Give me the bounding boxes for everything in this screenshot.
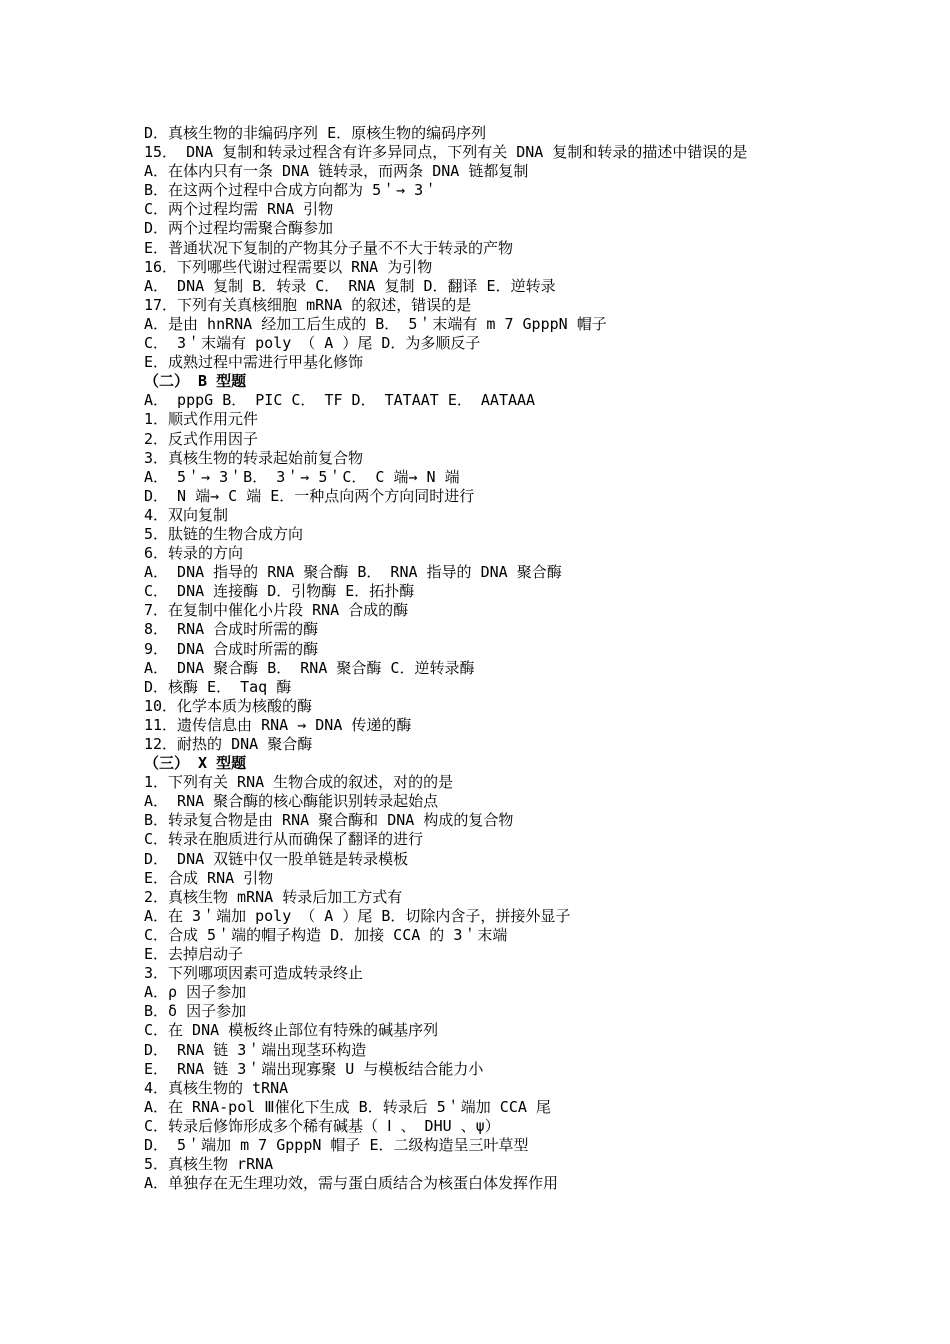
text-line: 15． DNA 复制和转录过程含有许多异同点，下列有关 DNA 复制和转录的描述中错误的是 — [144, 143, 748, 162]
text-line: C．在 DNA 模板终止部位有特殊的碱基序列 — [144, 1021, 439, 1040]
text-line: E．普通状况下复制的产物其分子量不不大于转录的产物 — [144, 238, 514, 257]
text-line: E．成熟过程中需进行甲基化修饰 — [144, 353, 364, 372]
text-line: A．在 3＇端加 poly （ A ）尾 B．切除内含子，拼接外显子 — [144, 906, 571, 925]
text-line: C．两个过程均需 RNA 引物 — [144, 200, 334, 219]
text-line: 12．耐热的 DNA 聚合酶 — [144, 735, 313, 753]
text-line: E．去掉启动子 — [144, 945, 244, 964]
text-line: D．两个过程均需聚合酶参加 — [144, 219, 334, 238]
text-line: D． 5＇端加 m 7 GpppN 帽子 E．二级构造呈三叶草型 — [144, 1135, 529, 1154]
text-line: 5．肽链的生物合成方向 — [144, 524, 304, 543]
text-line: A．是由 hnRNA 经加工后生成的 B． 5＇末端有 m 7 GpppN 帽子 — [144, 314, 607, 333]
text-line: A． 5＇→ 3＇B． 3＇→ 5＇C． C 端→ N 端 — [144, 467, 460, 486]
text-line: B．在这两个过程中合成方向都为 5＇→ 3＇ — [144, 181, 439, 200]
text-line: B．δ 因子参加 — [144, 1002, 247, 1021]
text-line: 16．下列哪些代谢过程需要以 RNA 为引物 — [144, 257, 433, 276]
text-line: D． N 端→ C 端 E．一种点向两个方向同时进行 — [144, 486, 475, 505]
document-page — [144, 124, 814, 1193]
text-line: D．真核生物的非编码序列 E．原核生物的编码序列 — [144, 124, 487, 142]
text-line: C． 3＇末端有 poly （ A ）尾 D．为多顺反子 — [144, 334, 481, 353]
text-line: A． DNA 聚合酶 B． RNA 聚合酶 C．逆转录酶 — [144, 658, 475, 677]
text-line: 1．顺式作用元件 — [144, 410, 259, 429]
text-line: 5．真核生物 rRNA — [144, 1155, 274, 1174]
text-line: C．合成 5＇端的帽子构造 D．加接 CCA 的 3＇末端 — [144, 925, 508, 944]
text-line: A．在 RNA-pol Ⅲ催化下生成 B．转录后 5＇端加 CCA 尾 — [144, 1097, 551, 1116]
text-line: A． RNA 聚合酶的核心酶能识别转录起始点 — [144, 792, 439, 811]
text-line: 3．真核生物的转录起始前复合物 — [144, 448, 364, 467]
text-line: D． RNA 链 3＇端出现茎环构造 — [144, 1040, 367, 1059]
text-line: C．转录在胞质进行从而确保了翻译的进行 — [144, 830, 424, 849]
text-line: C．转录后修饰形成多个稀有碱基（ Ⅰ 、 DHU 、ψ） — [144, 1116, 500, 1135]
text-line: D． DNA 双链中仅一股单链是转录模板 — [144, 849, 409, 868]
section-heading: （三） X 型题 — [144, 754, 247, 773]
text-line: A． pppG B． PIC C． TF D． TATAAT E． AATAAA — [144, 391, 536, 410]
text-line: 9． DNA 合成时所需的酶 — [144, 639, 319, 658]
text-line: B．转录复合物是由 RNA 聚合酶和 DNA 构成的复合物 — [144, 811, 514, 830]
text-line: A．单独存在无生理功效，需与蛋白质结合为核蛋白体发挥作用 — [144, 1174, 559, 1193]
text-line: A．在体内只有一条 DNA 链转录，而两条 DNA 链都复制 — [144, 162, 529, 181]
text-line: A．ρ 因子参加 — [144, 983, 247, 1002]
text-line: 17．下列有关真核细胞 mRNA 的叙述，错误的是 — [144, 295, 472, 314]
text-line: 8． RNA 合成时所需的酶 — [144, 620, 319, 639]
section-heading: （二） B 型题 — [144, 372, 247, 391]
text-line: 10．化学本质为核酸的酶 — [144, 696, 313, 715]
text-line: E． RNA 链 3＇端出现寡聚 U 与模板结合能力小 — [144, 1059, 484, 1078]
text-line: 7．在复制中催化小片段 RNA 合成的酶 — [144, 601, 409, 620]
text-line: D．核酶 E． Taq 酶 — [144, 677, 292, 696]
text-line: 4．双向复制 — [144, 505, 229, 524]
text-line: 1．下列有关 RNA 生物合成的叙述，对的的是 — [144, 773, 454, 792]
text-line: A． DNA 指导的 RNA 聚合酶 B． RNA 指导的 DNA 聚合酶 — [144, 563, 562, 582]
text-line: 11．遗传信息由 RNA → DNA 传递的酶 — [144, 715, 412, 734]
text-line: 2．反式作用因子 — [144, 429, 259, 448]
text-line: 2．真核生物 mRNA 转录后加工方式有 — [144, 887, 403, 906]
text-line: A． DNA 复制 B．转录 C． RNA 复制 D．翻译 E．逆转录 — [144, 276, 556, 295]
text-line: 4．真核生物的 tRNA — [144, 1078, 289, 1097]
text-line: C． DNA 连接酶 D．引物酶 E．拓扑酶 — [144, 582, 415, 601]
text-line: 3．下列哪项因素可造成转录终止 — [144, 964, 364, 983]
text-line: 6．转录的方向 — [144, 544, 244, 563]
text-line: E．合成 RNA 引物 — [144, 868, 274, 887]
